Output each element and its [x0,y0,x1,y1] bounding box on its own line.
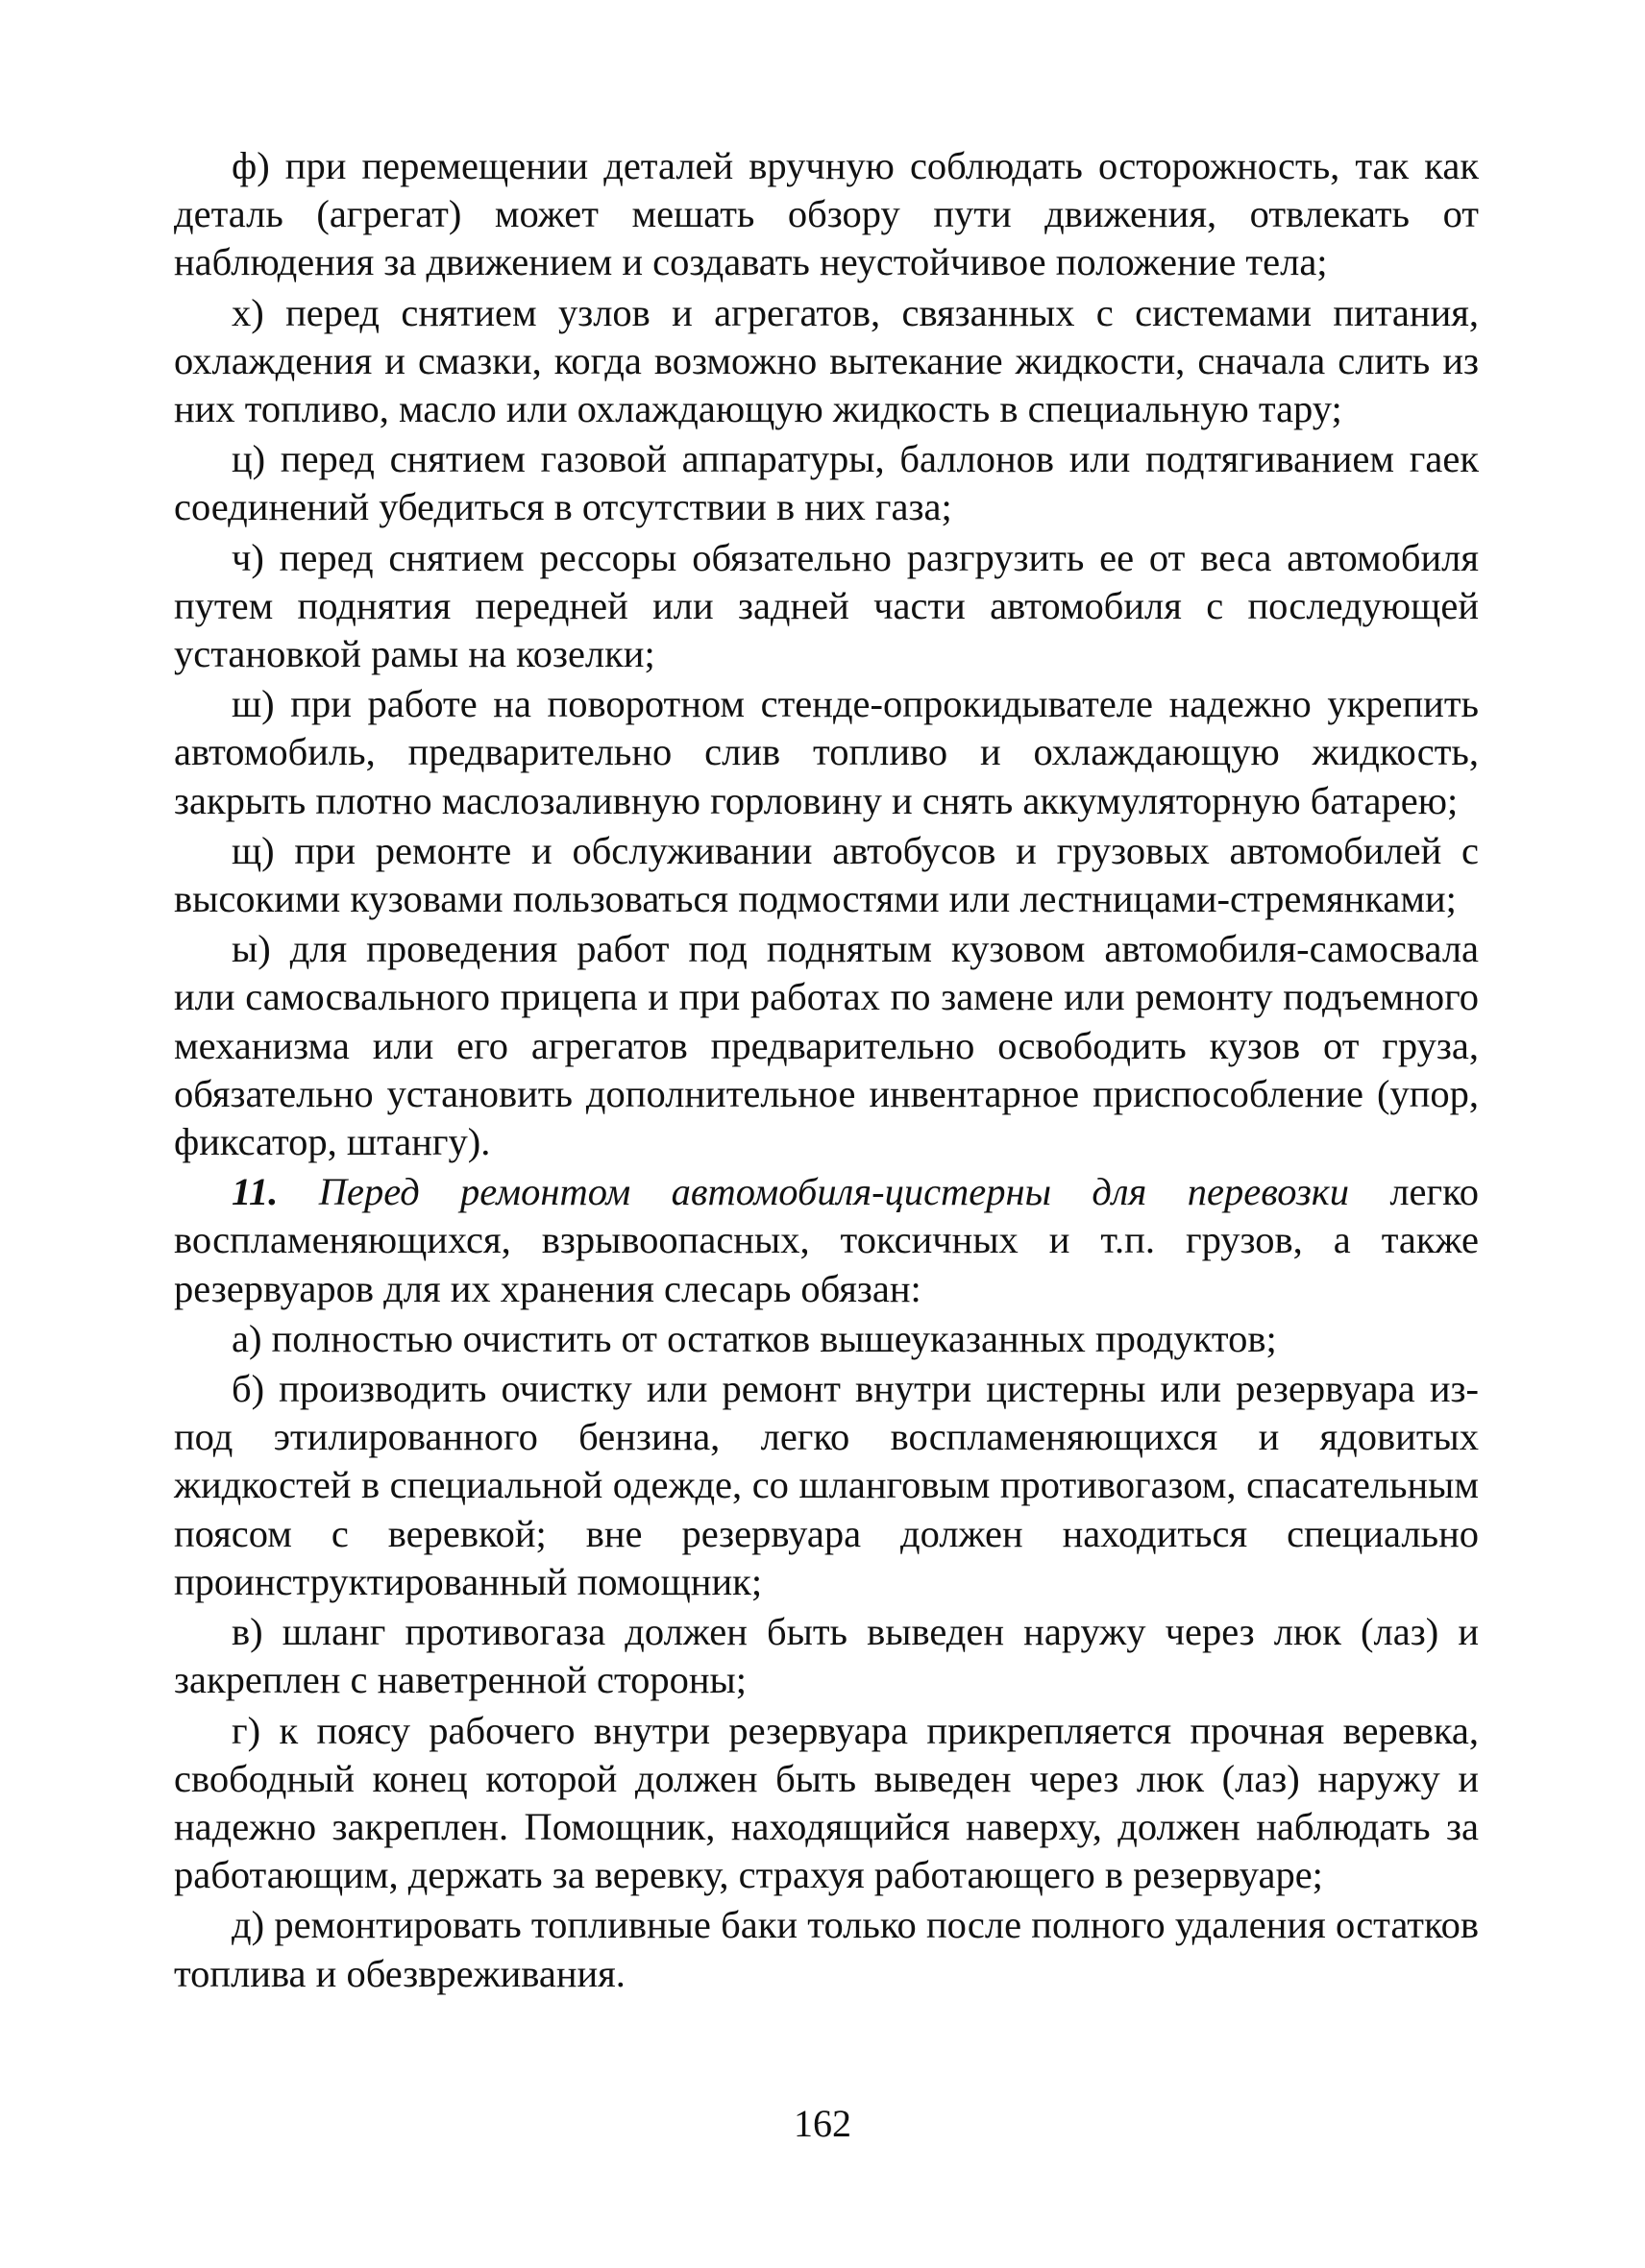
paragraph-item-v [174,1608,1479,1704]
paragraph-item-y [174,925,1479,1166]
paragraph-text: ц) перед снятием газовой аппаратуры, баллонов или подтягиванием гаек соединений убедиться в отсутствии в них газа; [174,437,1479,529]
paragraph-item-kh [174,289,1479,434]
paragraph-text: ш) при работе на поворотном стенде-опрокидывателе надежно укрепить автомобиль, предварительно слив топливо и охлаждающую жидкость, закрыть плотно маслозаливную горловину и снять аккумуляторную батарею; [174,682,1479,822]
body-text [174,142,1479,2000]
paragraph-text: ч) перед снятием рессоры обязательно разгрузить ее от веса автомобиля путем поднятия передней или задней части автомобиля с последующей установкой рамы на козелки; [174,535,1479,676]
paragraph-item-shch [174,827,1479,923]
paragraph-item-a [174,1315,1479,1363]
paragraph-item-d [174,1901,1479,1997]
paragraph-text: х) перед снятием узлов и агрегатов, связанных с системами питания, охлаждения и смазки, когда возможно вытекание жидкости, сначала слить из них топливо, масло или охлаждающую жидкость в специальную тару; [174,290,1479,431]
paragraph-text: в) шланг противогаза должен быть выведен наружу через люк (лаз) и закреплен с наветренной стороны; [174,1610,1479,1702]
paragraph-text: д) ремонтировать топливные баки только после полного удаления остатков топлива и обезвреживания. [174,1903,1479,1995]
page-number: 162 [794,2102,851,2145]
paragraph-text: ф) при перемещении деталей вручную соблюдать осторожность, так как деталь (агрегат) может мешать обзору пути движения, отвлекать от наблюдения за движением и создавать неустойчивое положение тела; [174,144,1479,284]
paragraph-text: ы) для проведения работ под поднятым кузовом автомобиля-самосвала или самосвального прицепа и при работах по замене или ремонту подъемного механизма или его агрегатов предварительно освободить кузов от груза, обязательно установить дополнительное инвентарное приспособление (упор, фиксатор, штангу). [174,927,1479,1164]
paragraph-item-ch [174,534,1479,679]
paragraph-item-ts [174,435,1479,531]
paragraph-text: щ) при ремонте и обслуживании автобусов и грузовых автомобилей с высокими кузовами пользоваться подмостями или лестницами-стремянками; [174,828,1479,921]
paragraph-text: г) к поясу рабочего внутри резервуара прикрепляется прочная веревка, свободный конец которой должен быть выведен через люк (лаз) наружу и надежно закреплен. Помощник, находящийся наверху, должен наблюдать за работающим, держать за веревку, страхуя работающего в резервуаре; [174,1708,1479,1897]
paragraph-text: б) производить очистку или ремонт внутри цистерны или резервуара из-под этилированного бензина, легко воспламеняющихся и ядовитых жидкостей в специальной одежде, со шланговым противогазом, спасательным поясом с веревкой; вне резервуара должен находиться специально проинструктированный помощник; [174,1367,1479,1603]
paragraph-item-b [174,1365,1479,1606]
section-number: 11. [232,1170,279,1214]
section-intro: Перед ремонтом автомобиля-цистерны для перевозки [318,1170,1349,1214]
paragraph-text: легко воспламеняющихся, взрывоопасных, токсичных и т.п. грузов, а также резервуаров для их хранения слесарь обязан: [174,1170,1480,1310]
paragraph-text: а) полностью очистить от остатков вышеуказанных продуктов; [232,1316,1277,1360]
paragraph-item-g [174,1707,1479,1900]
paragraph-item-f [174,142,1479,287]
section-11-paragraph [174,1168,1479,1313]
paragraph-item-sh [174,680,1479,825]
